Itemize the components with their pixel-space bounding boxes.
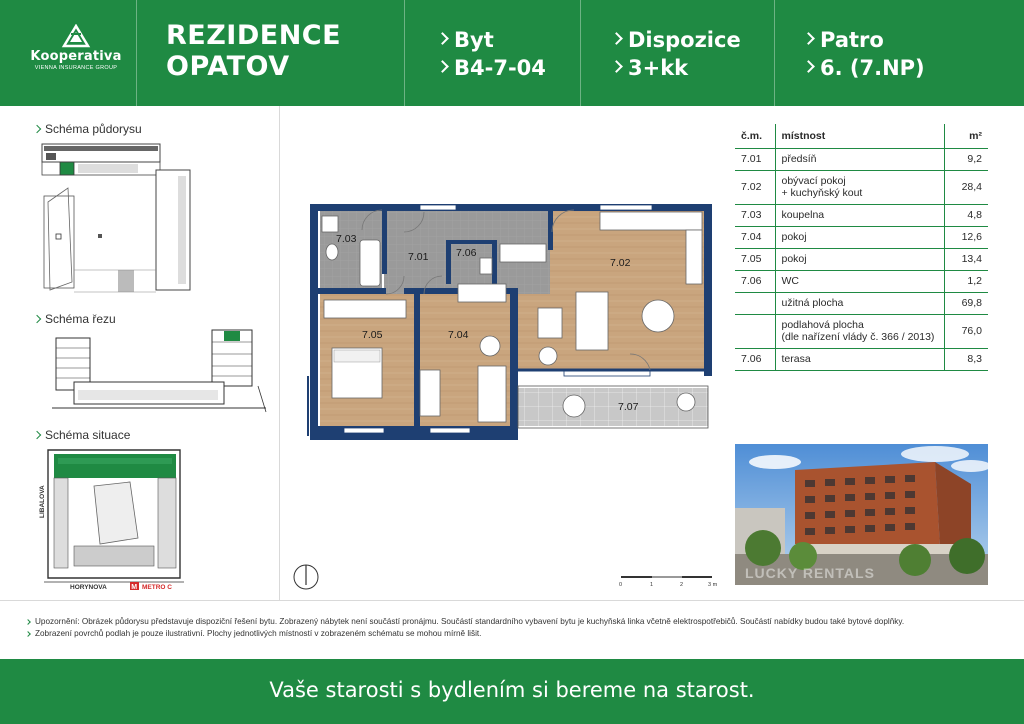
room-number-cell: 7.05 — [735, 248, 775, 270]
flat-id-block — [436, 26, 546, 82]
room-label-703: 7.03 — [336, 233, 357, 245]
project-title-line1: REZIDENCE — [166, 20, 342, 51]
scale-tick-3: 3 m — [708, 582, 718, 588]
table-row — [735, 292, 988, 314]
table-row — [735, 248, 988, 270]
flat-label: Byt — [454, 28, 494, 52]
room-number-cell: 7.06 — [735, 270, 775, 292]
floor-label: Patro — [820, 28, 884, 52]
room-number-cell: 7.03 — [735, 204, 775, 226]
street-south-label: HORYNOVA — [70, 584, 107, 591]
scale-bar — [618, 573, 722, 589]
footer-divider — [0, 600, 1024, 601]
room-label-705: 7.05 — [362, 329, 383, 341]
floorplan-scheme — [38, 142, 192, 298]
bed-704-icon — [478, 366, 506, 422]
room-name-cell: pokoj — [775, 248, 944, 270]
chevron-right-icon — [436, 32, 449, 45]
sink-icon — [322, 216, 338, 232]
col-header-room: místnost — [775, 124, 944, 148]
room-area-cell: 4,8 — [944, 204, 988, 226]
room-area-cell: 12,6 — [944, 226, 988, 248]
table-row — [735, 204, 988, 226]
street-west-label: LIBALOVA — [39, 485, 46, 518]
bathtub-icon — [360, 240, 380, 286]
room-area-cell: 13,4 — [944, 248, 988, 270]
disclaimer-line-1: Upozornění: Obrázek půdorysu představuje dispoziční řešení bytu. Zobrazený nábytek není součástí pronájmu. Součástí standardního vybavení bytu je kuchyňská linka včetně elektrospotřebičů. Součástí nabídky budou také bytové doplňky. — [26, 616, 904, 628]
chevron-right-icon — [610, 60, 623, 73]
room-name-cell: obývací pokoj + kuchyňský kout — [775, 170, 944, 204]
room-name-cell: předsíň — [775, 148, 944, 170]
room-number-cell — [735, 314, 775, 348]
terrace-table-icon — [563, 395, 585, 417]
metro-label: METRO C — [142, 584, 172, 591]
terrace-chair-icon — [677, 393, 695, 411]
room-area-cell: 9,2 — [944, 148, 988, 170]
table-row — [735, 270, 988, 292]
room-number-cell: 7.06 — [735, 348, 775, 370]
metro-letter: M — [131, 584, 138, 591]
slogan-text: Vaše starosti s bydlením si bereme na starost. — [269, 678, 755, 702]
floorplan-scheme-label: Schéma půdorysu — [34, 122, 142, 136]
sofa-icon — [576, 292, 608, 350]
wardrobe-icon — [500, 244, 546, 262]
room-label-701: 7.01 — [408, 251, 429, 263]
building-photo — [735, 444, 988, 585]
room-area-cell: 1,2 — [944, 270, 988, 292]
room-number-cell: 7.04 — [735, 226, 775, 248]
kitchen-counter-icon — [600, 212, 702, 230]
room-label-702: 7.02 — [610, 257, 631, 269]
room-number-cell — [735, 292, 775, 314]
scale-tick-2: 2 — [680, 582, 684, 588]
room-area-table — [735, 124, 988, 371]
room-number-cell: 7.02 — [735, 170, 775, 204]
room-name-cell: koupelna — [775, 204, 944, 226]
room-label-706: 7.06 — [456, 247, 477, 259]
chevron-right-icon — [802, 60, 815, 73]
toilet-icon — [326, 244, 338, 260]
north-arrow-icon — [292, 563, 320, 591]
logo-name: Kooperativa — [30, 49, 122, 64]
scale-tick-0: 0 — [619, 582, 623, 588]
column-divider — [279, 106, 280, 600]
room-area-cell: 76,0 — [944, 314, 988, 348]
table-row — [735, 170, 988, 204]
logo-subtitle: VIENNA INSURANCE GROUP — [34, 65, 118, 71]
kitchen-side-icon — [686, 230, 702, 284]
site-scheme — [34, 446, 194, 592]
living-armchair-icon — [539, 347, 557, 365]
room-label-704: 7.04 — [448, 329, 469, 341]
site-scheme-label: Schéma situace — [34, 428, 130, 442]
kooperativa-logo-icon — [61, 24, 91, 48]
layout-block — [610, 26, 741, 82]
section-scheme-label: Schéma řezu — [34, 312, 116, 326]
chevron-right-icon — [802, 32, 815, 45]
room-area-cell: 8,3 — [944, 348, 988, 370]
wardrobe-705-icon — [324, 300, 406, 318]
col-header-number: č.m. — [735, 124, 775, 148]
project-title — [166, 20, 341, 82]
room-label-707: 7.07 — [618, 401, 639, 413]
wardrobe-704-icon — [458, 284, 506, 302]
floor-block — [802, 26, 925, 82]
project-title-line2: OPATOV — [166, 51, 290, 82]
room-area-cell: 28,4 — [944, 170, 988, 204]
room-name-cell: pokoj — [775, 226, 944, 248]
chevron-right-icon — [436, 60, 449, 73]
desk-704-icon — [420, 370, 440, 416]
room-name-cell: podlahová plocha (dle nařízení vlády č. 366 / 2013) — [775, 314, 944, 348]
room-name-cell: užitná plocha — [775, 292, 944, 314]
coffee-table-icon — [538, 308, 562, 338]
header-bar — [0, 0, 1024, 106]
table-row — [735, 348, 988, 370]
photo-watermark: LUCKY RENTALS — [745, 565, 875, 581]
disclaimer-line-2: Zobrazení povrchů podlah je pouze ilustrativní. Plochy jednotlivých místností v zobrazeném schématu se mohou mírně lišit. — [26, 628, 904, 640]
room-number-cell: 7.01 — [735, 148, 775, 170]
armchair-704-icon — [480, 336, 500, 356]
layout-value: 3+kk — [628, 56, 689, 80]
kooperativa-logo — [26, 24, 126, 71]
scale-tick-1: 1 — [650, 582, 654, 588]
table-row — [735, 148, 988, 170]
wc-sink-icon — [480, 258, 492, 274]
floor-plan — [300, 196, 714, 442]
room-name-cell: terasa — [775, 348, 944, 370]
table-row — [735, 314, 988, 348]
room-name-cell: WC — [775, 270, 944, 292]
col-header-area: m² — [944, 124, 988, 148]
room-area-cell: 69,8 — [944, 292, 988, 314]
table-row — [735, 226, 988, 248]
floor-value: 6. (7.NP) — [820, 56, 925, 80]
layout-label: Dispozice — [628, 28, 741, 52]
slogan-bar — [0, 659, 1024, 724]
section-scheme — [48, 328, 270, 416]
chevron-right-icon — [610, 32, 623, 45]
dining-table-icon — [642, 300, 674, 332]
table-header-row — [735, 124, 988, 148]
flat-value: B4-7-04 — [454, 56, 546, 80]
disclaimer-notes — [26, 616, 904, 640]
